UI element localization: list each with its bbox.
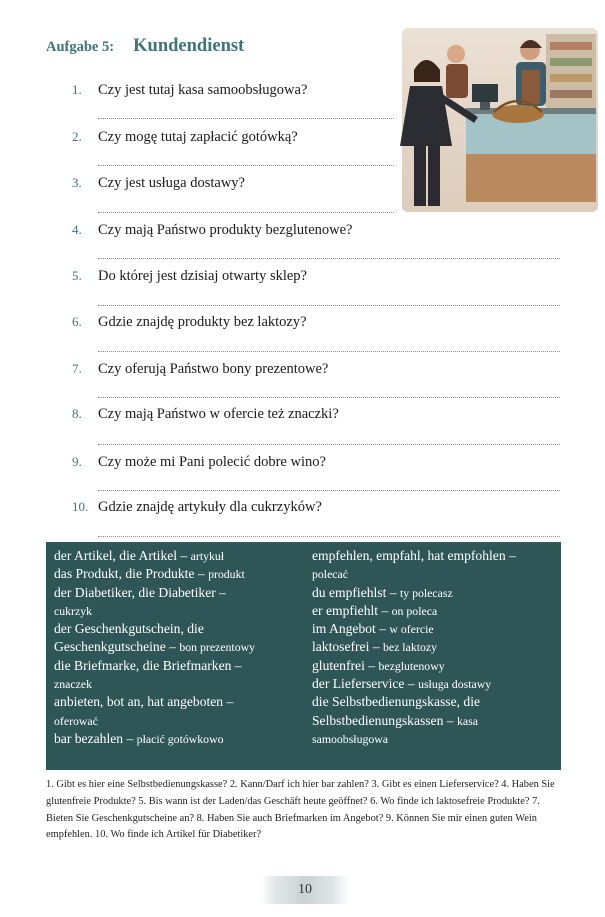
vocabulary-column-right bbox=[312, 547, 556, 748]
vocab-entry: im Angebot – w ofercie bbox=[312, 621, 434, 637]
question-number: 3. bbox=[72, 175, 82, 190]
question-number: 10. bbox=[72, 499, 89, 514]
question-10 bbox=[72, 499, 322, 516]
question-number: 1. bbox=[72, 82, 82, 97]
vocab-entry: er empfiehlt – on poleca bbox=[312, 602, 438, 618]
vocab-entry: laktosefrei – bez laktozy bbox=[312, 639, 438, 655]
answer-line bbox=[98, 490, 560, 491]
question-text: Gdzie znajdę artykuły dla cukrzyków? bbox=[98, 499, 322, 515]
question-6 bbox=[72, 314, 307, 331]
page-number: 10 bbox=[261, 876, 349, 904]
question-number: 8. bbox=[72, 406, 82, 421]
question-text: Czy mają Państwo w ofercie też znaczki? bbox=[98, 406, 339, 422]
vocab-entry: die Selbstbedienungskasse, die bbox=[312, 694, 481, 710]
vocab-entry: znaczek bbox=[54, 677, 92, 692]
question-5 bbox=[72, 268, 307, 285]
question-text: Czy mają Państwo produkty bezglutenowe? bbox=[98, 222, 353, 238]
question-number: 2. bbox=[72, 129, 82, 144]
question-2 bbox=[72, 129, 298, 146]
question-8 bbox=[72, 406, 339, 423]
answer-line bbox=[98, 305, 560, 306]
vocab-entry: glutenfrei – bezglutenowy bbox=[312, 657, 445, 673]
question-number: 6. bbox=[72, 314, 82, 329]
answer-line bbox=[98, 351, 560, 352]
vocab-entry: bar bezahlen – płacić gotówkowo bbox=[54, 730, 224, 746]
answer-line bbox=[98, 118, 394, 119]
exercise-label: Aufgabe 5: bbox=[46, 39, 115, 55]
question-text: Do której jest dzisiaj otwarty sklep? bbox=[98, 268, 307, 284]
question-7 bbox=[72, 361, 328, 378]
question-1 bbox=[72, 82, 307, 99]
vocab-entry: empfehlen, empfahl, hat empfohlen – bbox=[312, 548, 516, 563]
vocab-entry: Geschenkgutscheine – bon prezentowy bbox=[54, 639, 256, 655]
answer-line bbox=[98, 212, 394, 213]
vocab-entry: der Geschenkgutschein, die bbox=[54, 621, 204, 637]
vocab-entry: du empfiehlst – ty polecasz bbox=[312, 584, 453, 600]
question-text: Czy mogę tutaj zapłacić gotówką? bbox=[98, 129, 298, 145]
answer-line bbox=[98, 258, 560, 259]
vocab-entry: der Diabetiker, die Diabetiker – bbox=[54, 584, 226, 600]
question-number: 4. bbox=[72, 222, 82, 237]
question-text: Czy może mi Pani polecić dobre wino? bbox=[98, 454, 326, 470]
question-number: 7. bbox=[72, 361, 82, 376]
solutions-text: 1. Gibt es hier eine Selbstbedienungskasse? 2. Kann/Darf ich hier bar zahlen? 3. Gibt es einen Lieferservice? 4. Haben Sie glutenfreie Produkte? 5. Bis wann ist der Laden/das Geschäft heute geöffnet? 6. Wo finde ich laktosefreie Produkte? 7. Bieten Sie Geschenkgutscheine an? 8. Haben Sie auch Briefmarken im Angebot? 9. Können Sie mir einen guten Wein empfehlen. 10. Wo finde ich Artikel für Diabetiker? bbox=[46, 779, 555, 841]
question-3 bbox=[72, 175, 245, 192]
vocab-entry: cukrzyk bbox=[54, 603, 92, 618]
question-text: Czy oferują Państwo bony prezentowe? bbox=[98, 361, 329, 377]
question-text: Czy jest usługa dostawy? bbox=[98, 175, 245, 191]
question-text: Czy jest tutaj kasa samoobsługowa? bbox=[98, 82, 308, 98]
answer-line bbox=[98, 165, 394, 166]
vocab-entry: anbieten, bot an, hat angeboten – bbox=[54, 694, 234, 710]
vocab-entry: der Artikel, die Artikel – artykuł bbox=[54, 548, 225, 563]
vocab-entry: polecać bbox=[312, 567, 349, 582]
vocab-entry: oferować bbox=[54, 713, 98, 728]
question-number: 5. bbox=[72, 268, 82, 283]
question-text: Gdzie znajdę produkty bez laktozy? bbox=[98, 314, 307, 330]
vocabulary-column-left bbox=[54, 547, 300, 748]
answer-line bbox=[98, 444, 560, 445]
answer-line bbox=[98, 397, 560, 398]
vocab-entry: der Lieferservice – usługa dostawy bbox=[312, 676, 492, 692]
shop-illustration bbox=[396, 24, 602, 216]
question-4 bbox=[72, 222, 353, 239]
vocab-entry: die Briefmarke, die Briefmarken – bbox=[54, 657, 242, 673]
exercise-heading bbox=[46, 36, 244, 57]
vocab-entry: das Produkt, die Produkte – produkt bbox=[54, 566, 245, 582]
question-number: 9. bbox=[72, 454, 82, 469]
vocabulary-box bbox=[46, 542, 561, 770]
vocab-entry: Selbstbedienungskassen – kasa bbox=[312, 712, 478, 728]
question-9 bbox=[72, 454, 326, 471]
exercise-title: Kundendienst bbox=[133, 36, 245, 56]
vocab-entry: samoobsługowa bbox=[312, 731, 389, 746]
answer-line bbox=[98, 536, 560, 537]
